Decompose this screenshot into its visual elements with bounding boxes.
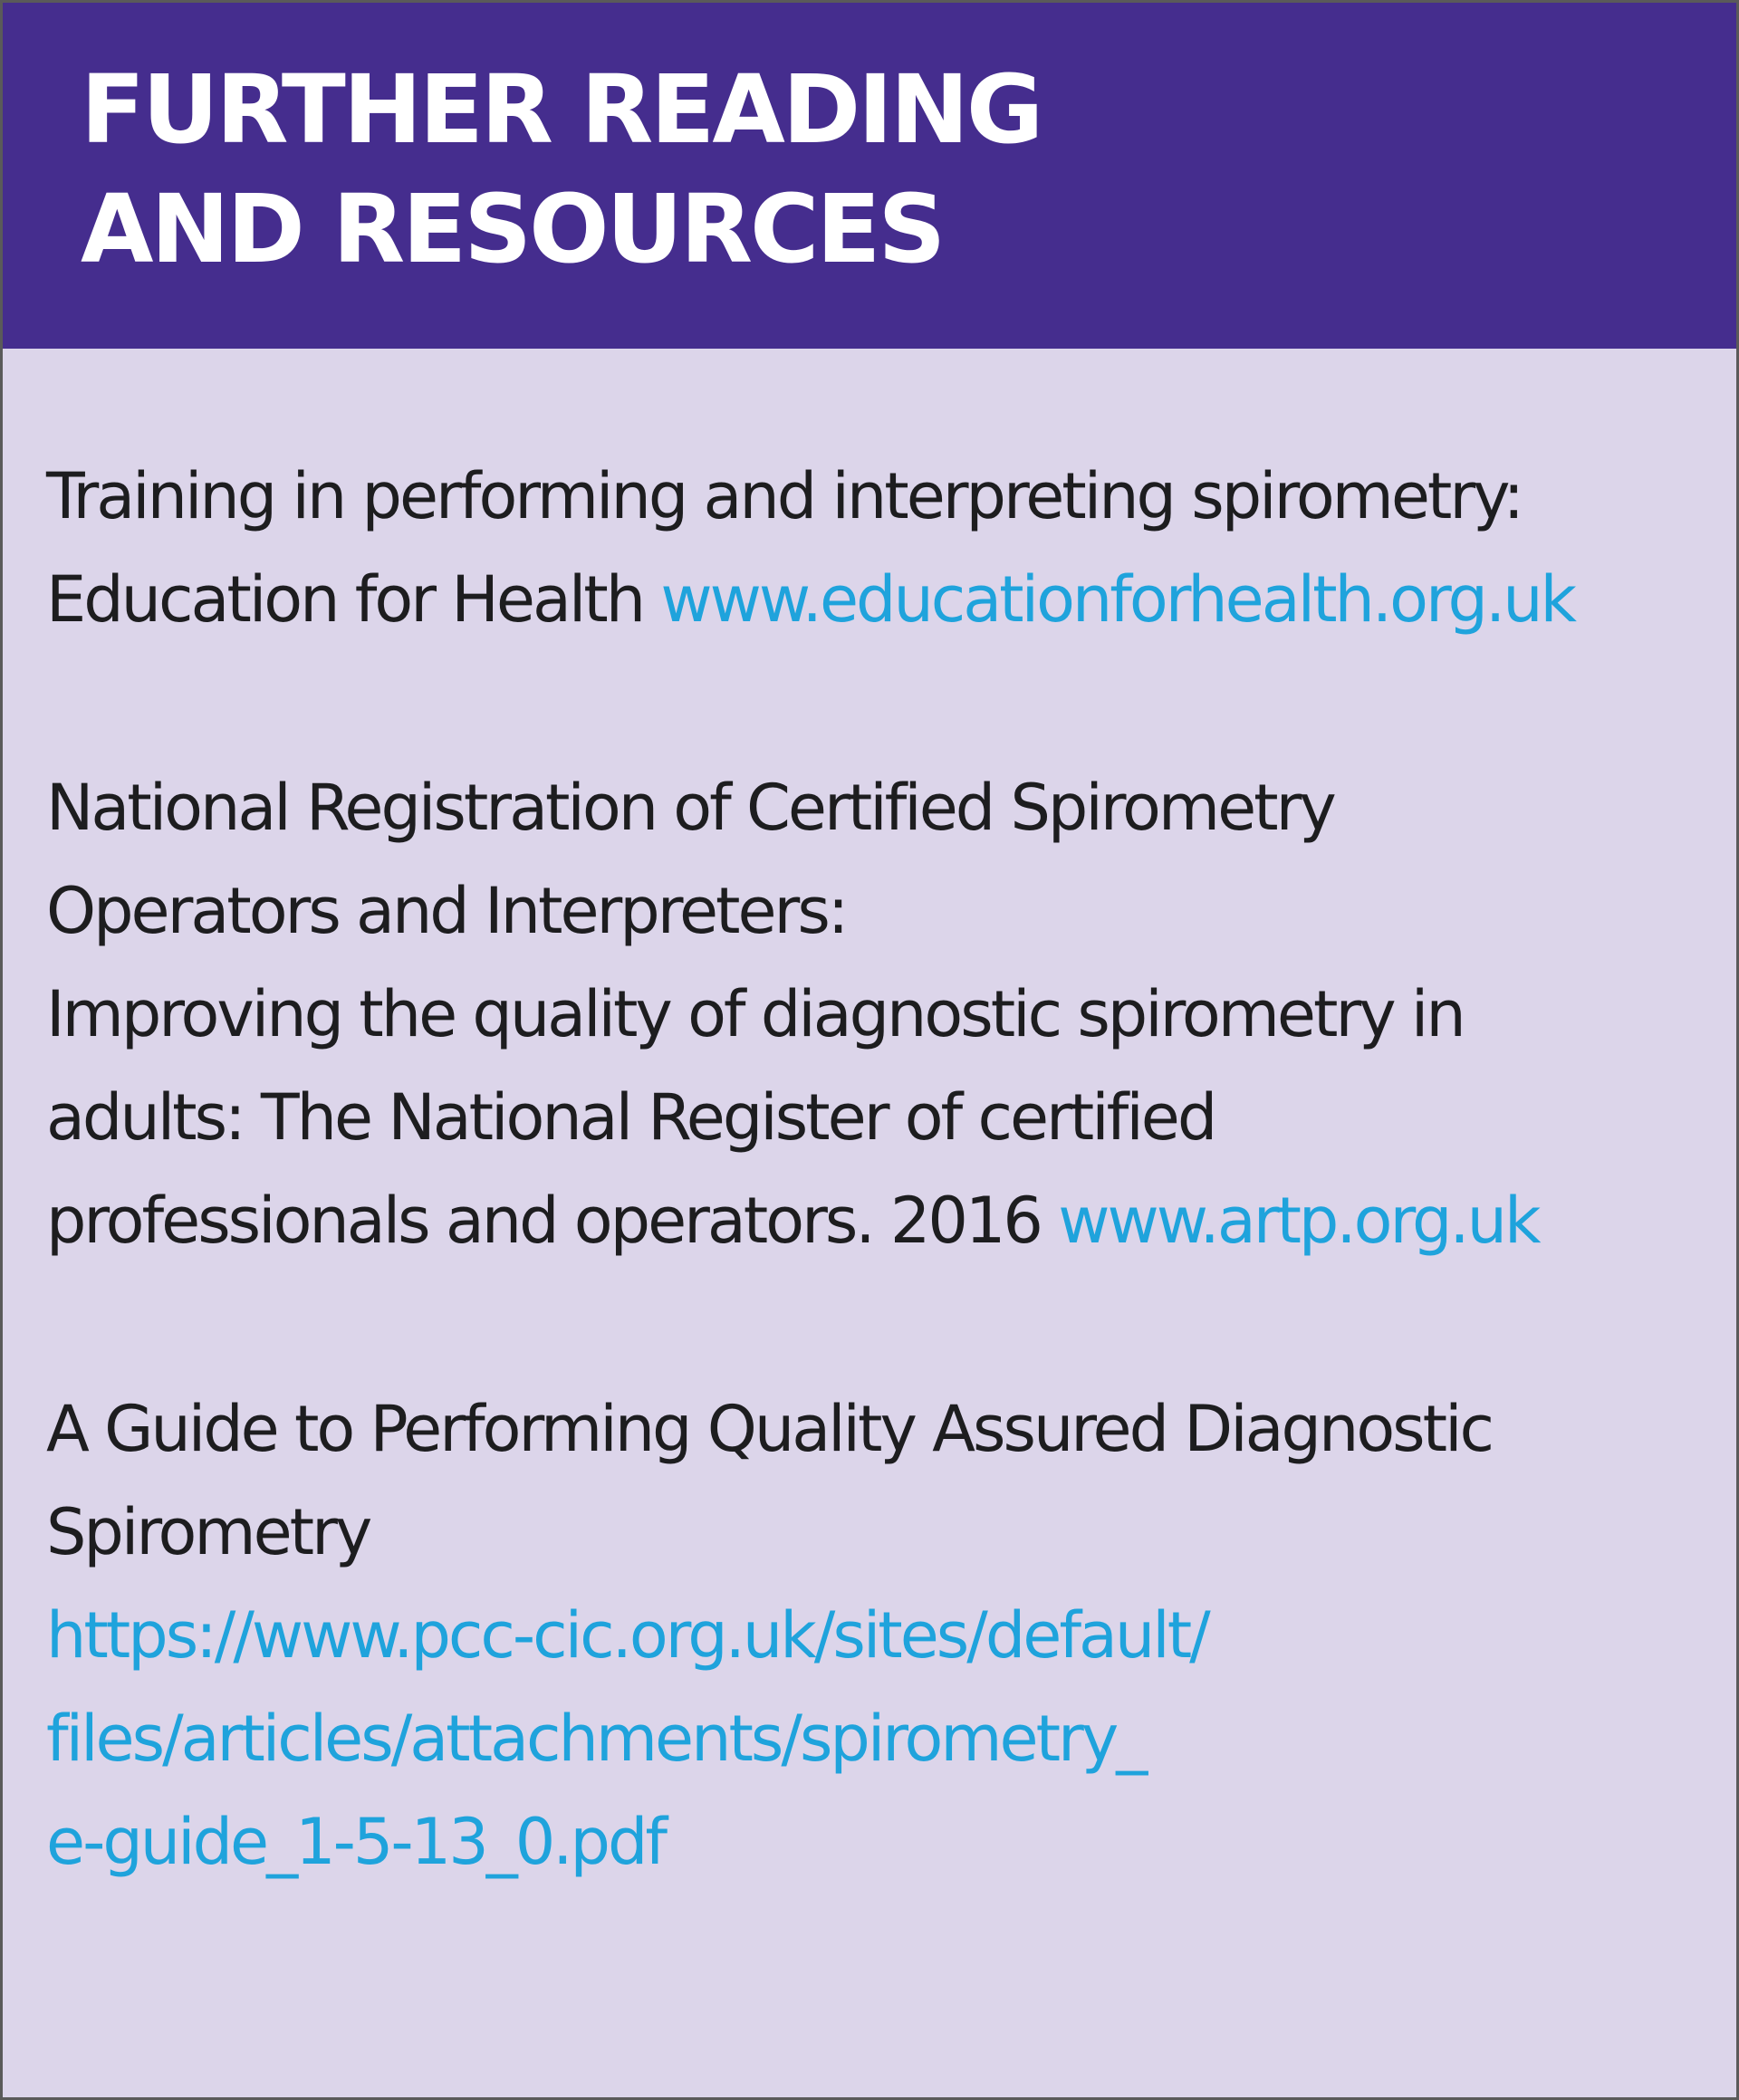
title-line-2: AND RESOURCES — [81, 174, 944, 284]
entry-text-line: Spirometry — [46, 1495, 370, 1569]
entry-text: professionals and operators. 2016 — [46, 1184, 1059, 1258]
entry-text-line: A Guide to Performing Quality Assured Diagnostic — [46, 1392, 1493, 1466]
entry-text-line: Operators and Interpreters: — [46, 874, 847, 948]
artp-link[interactable]: www.artp.org.uk — [1058, 1184, 1539, 1258]
entry-text-line: adults: The National Register of certified — [46, 1080, 1215, 1155]
resource-list — [46, 445, 1704, 1999]
entry-text: Education for Health — [46, 562, 661, 637]
spirometry-guide-link-part-1[interactable]: https://www.pcc-cic.org.uk/sites/default/ — [46, 1598, 1208, 1673]
resource-entry-training — [46, 445, 1704, 651]
resource-entry-spirometry-guide — [46, 1377, 1704, 1894]
entry-text-line — [46, 1169, 1704, 1272]
entry-text-line: Improving the quality of diagnostic spirometry in — [46, 977, 1464, 1051]
title-line-1: FURTHER READING — [81, 54, 1042, 165]
education-for-health-link[interactable]: www.educationforhealth.org.uk — [660, 562, 1575, 637]
panel-title — [81, 50, 1736, 289]
panel-header — [3, 3, 1736, 349]
entry-text-line: National Registration of Certified Spirometry — [46, 771, 1334, 845]
spirometry-guide-link-part-3[interactable]: e-guide_1-5-13_0.pdf — [46, 1805, 666, 1879]
spirometry-guide-link-part-2[interactable]: files/articles/attachments/spirometry_ — [46, 1702, 1146, 1776]
entry-text-line — [46, 548, 1704, 651]
entry-text-line: Training in performing and interpreting spirometry: — [46, 459, 1523, 533]
resource-entry-national-register — [46, 756, 1704, 1272]
